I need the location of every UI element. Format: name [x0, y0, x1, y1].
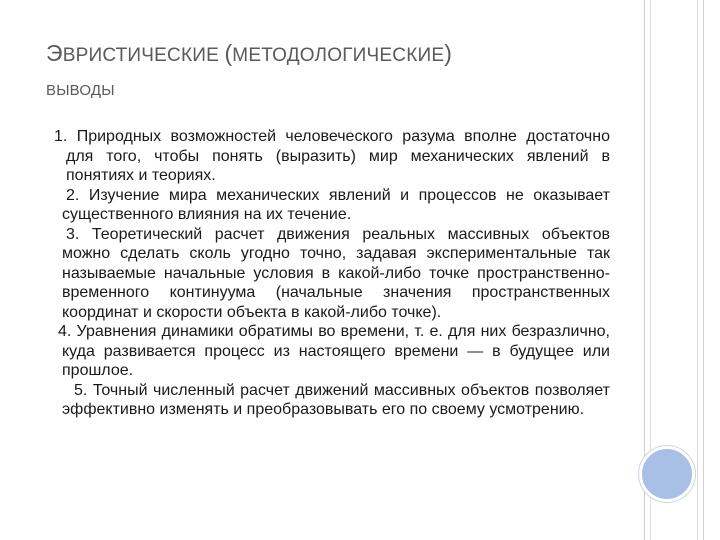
title-cap-2: М: [232, 45, 249, 66]
title-cap-1: Э: [46, 40, 63, 66]
slide-title: [46, 40, 606, 102]
list-item-2: [50, 186, 610, 225]
title-line-2: ВЫВОДЫ: [46, 82, 115, 99]
slide-body: [50, 127, 610, 420]
title-word-1: ВРИСТИЧЕСКИЕ: [62, 45, 225, 66]
list-item-4: [50, 322, 610, 381]
title-paren-open: (: [224, 40, 233, 66]
title-paren-close: ): [444, 40, 453, 66]
list-item-3-text: 3. Теоретический расчет движения реальных массивных объектов можно сделать сколь угодно точно, задавая экспериментальные так называемые начальные условия в какой-либо точке пространственно-временного континуума (начальные значения пространственных координат и скорости объекта в какой-либо точке).: [62, 225, 610, 321]
list-item-5: [50, 381, 610, 420]
list-item-1: [54, 127, 610, 186]
decorative-circle: [639, 446, 695, 502]
title-line-1: [46, 40, 606, 69]
list-item-4-text: 4. Уравнения динамики обратимы во времени, т. е. для них безразлично, куда развивается процесс из настоящего времени — в будущее или прошлое.: [58, 323, 610, 379]
list-item-3: [50, 225, 610, 323]
list-item-2-text: 2. Изучение мира механических явлений и процессов не оказывает существенного влияния на их течение.: [62, 186, 610, 223]
list-item-1-text: 1. Природных возможностей человеческого разума вполне достаточно для того, чтобы понять (выразить) мир механических явлений в понятиях и теориях.: [54, 128, 610, 184]
title-word-2: ЕТОДОЛОГИЧЕСКИЕ: [248, 45, 445, 66]
list-item-5-text: 5. Точный численный расчет движений массивных объектов позволяет эффективно изменять и преобразовывать его по своему усмотрению.: [62, 381, 610, 418]
